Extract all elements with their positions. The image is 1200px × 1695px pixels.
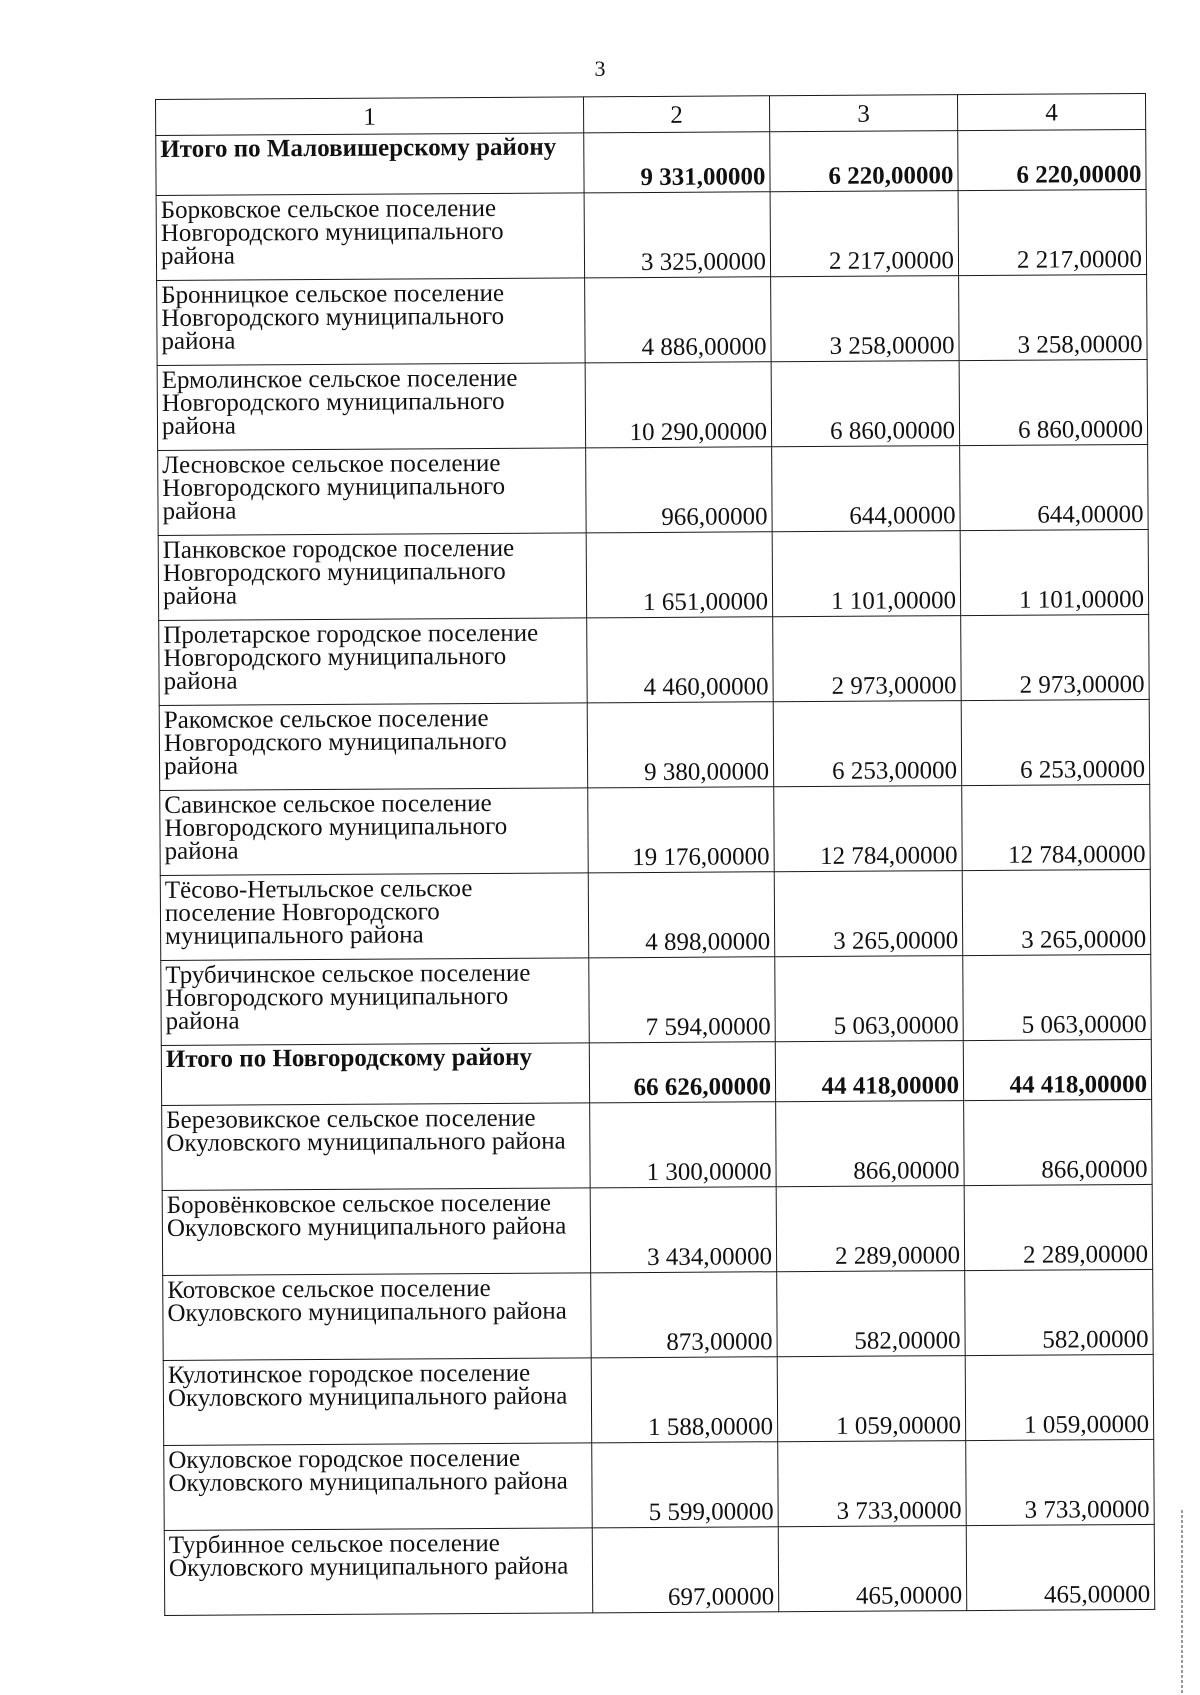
value-cell-col4: 3 265,00000 bbox=[962, 869, 1151, 955]
value-cell-col2: 7 594,00000 bbox=[589, 957, 776, 1043]
column-header: 2 bbox=[583, 96, 769, 133]
table-row bbox=[161, 954, 1152, 1045]
value-cell-col3: 12 784,00000 bbox=[774, 786, 963, 872]
value-cell-col2: 4 898,00000 bbox=[588, 872, 775, 958]
value-cell-col4: 3 733,00000 bbox=[966, 1439, 1155, 1525]
settlement-name-cell: Турбинное сельское поселение Окуловского муниципального района bbox=[164, 1528, 593, 1616]
value-cell-col2: 9 331,00000 bbox=[584, 132, 770, 193]
settlement-name-cell: Березовикское сельское поселение Окуловского муниципального района bbox=[162, 1103, 591, 1191]
value-cell-col4: 3 258,00000 bbox=[959, 274, 1148, 360]
value-cell-col4: 5 063,00000 bbox=[963, 954, 1152, 1040]
column-header: 1 bbox=[156, 97, 584, 136]
value-cell-col3: 644,00000 bbox=[772, 446, 961, 532]
value-cell-col4: 644,00000 bbox=[960, 444, 1149, 530]
value-cell-col4: 465,00000 bbox=[966, 1524, 1155, 1610]
table-row bbox=[158, 444, 1149, 535]
value-cell-col4: 582,00000 bbox=[965, 1269, 1154, 1355]
table-row bbox=[160, 784, 1151, 875]
value-cell-col3: 2 973,00000 bbox=[773, 616, 962, 702]
allocation-table-wrapper bbox=[155, 93, 1154, 1616]
column-number-row bbox=[156, 93, 1146, 135]
settlement-name-cell: Савинское сельское поселение Новгородского муниципального района bbox=[160, 788, 589, 876]
table-row bbox=[159, 614, 1150, 705]
district-total-row bbox=[161, 1039, 1151, 1105]
settlement-name-cell: Окуловское городское поселение Окуловского муниципального района bbox=[164, 1443, 593, 1531]
value-cell-col4: 1 101,00000 bbox=[960, 529, 1149, 615]
value-cell-col4: 44 418,00000 bbox=[963, 1039, 1151, 1100]
table-row bbox=[162, 1099, 1153, 1190]
value-cell-col3: 44 418,00000 bbox=[775, 1041, 963, 1102]
value-cell-col2: 4 460,00000 bbox=[587, 617, 774, 703]
allocation-table bbox=[155, 93, 1155, 1616]
page-number: 3 bbox=[594, 56, 606, 81]
value-cell-col4: 2 289,00000 bbox=[964, 1184, 1153, 1270]
settlement-name-cell: Панковское городское поселение Новгородского муниципального района bbox=[158, 533, 587, 621]
value-cell-col3: 1 059,00000 bbox=[777, 1356, 966, 1442]
value-cell-col3: 3 265,00000 bbox=[774, 871, 963, 957]
table-row bbox=[163, 1269, 1154, 1360]
value-cell-col2: 66 626,00000 bbox=[589, 1042, 775, 1103]
table-row bbox=[159, 699, 1150, 790]
settlement-name-cell: Ермолинское сельское поселение Новгородского муниципального района bbox=[157, 363, 586, 451]
value-cell-col2: 9 380,00000 bbox=[587, 702, 774, 788]
value-cell-col3: 3 258,00000 bbox=[771, 276, 960, 362]
settlement-name-cell: Итого по Маловишерскому району bbox=[156, 133, 584, 196]
scan-edge-mark bbox=[1181, 1510, 1183, 1695]
value-cell-col4: 6 220,00000 bbox=[958, 129, 1146, 190]
settlement-name-cell: Бронницкое сельское поселение Новгородского муниципального района bbox=[157, 278, 586, 366]
value-cell-col2: 3 325,00000 bbox=[584, 192, 771, 278]
district-total-row bbox=[156, 129, 1146, 195]
value-cell-col3: 6 860,00000 bbox=[771, 361, 960, 447]
value-cell-col2: 873,00000 bbox=[591, 1272, 778, 1358]
value-cell-col2: 4 886,00000 bbox=[585, 277, 772, 363]
value-cell-col4: 6 253,00000 bbox=[961, 699, 1150, 785]
value-cell-col3: 2 217,00000 bbox=[770, 191, 959, 277]
value-cell-col2: 3 434,00000 bbox=[590, 1187, 777, 1273]
table-body bbox=[156, 129, 1155, 1615]
table-row bbox=[163, 1354, 1154, 1445]
value-cell-col3: 465,00000 bbox=[778, 1526, 967, 1612]
value-cell-col4: 866,00000 bbox=[964, 1099, 1153, 1185]
value-cell-col2: 697,00000 bbox=[592, 1527, 779, 1613]
table-row bbox=[164, 1439, 1155, 1530]
value-cell-col2: 1 651,00000 bbox=[586, 532, 773, 618]
value-cell-col3: 1 101,00000 bbox=[772, 531, 961, 617]
value-cell-col4: 1 059,00000 bbox=[965, 1354, 1154, 1440]
value-cell-col4: 12 784,00000 bbox=[962, 784, 1151, 870]
settlement-name-cell: Трубичинское сельское поселение Новгородского муниципального района bbox=[161, 958, 590, 1046]
column-header: 3 bbox=[769, 95, 957, 132]
value-cell-col2: 966,00000 bbox=[586, 447, 773, 533]
value-cell-col2: 1 588,00000 bbox=[591, 1357, 778, 1443]
settlement-name-cell: Ракомское сельское поселение Новгородского муниципального района bbox=[159, 703, 588, 791]
settlement-name-cell: Тёсово-Нетыльское сельское поселение Новгородского муниципального района bbox=[160, 873, 589, 961]
value-cell-col2: 19 176,00000 bbox=[588, 787, 775, 873]
settlement-name-cell: Борковское сельское поселение Новгородского муниципального района bbox=[156, 193, 585, 281]
settlement-name-cell: Боровёнковское сельское поселение Окуловского муниципального района bbox=[162, 1188, 591, 1276]
value-cell-col3: 866,00000 bbox=[776, 1101, 965, 1187]
settlement-name-cell: Пролетарское городское поселение Новгородского муниципального района bbox=[159, 618, 588, 706]
value-cell-col3: 2 289,00000 bbox=[776, 1186, 965, 1272]
table-row bbox=[157, 359, 1148, 450]
value-cell-col3: 6 253,00000 bbox=[773, 701, 962, 787]
table-row bbox=[158, 529, 1149, 620]
column-header: 4 bbox=[957, 93, 1145, 130]
value-cell-col4: 6 860,00000 bbox=[959, 359, 1148, 445]
table-row bbox=[156, 189, 1147, 280]
value-cell-col4: 2 217,00000 bbox=[958, 189, 1147, 275]
value-cell-col2: 10 290,00000 bbox=[585, 362, 772, 448]
settlement-name-cell: Лесновское сельское поселение Новгородского муниципального района bbox=[158, 448, 587, 536]
value-cell-col4: 2 973,00000 bbox=[961, 614, 1150, 700]
settlement-name-cell: Итого по Новгородскому району bbox=[161, 1043, 589, 1106]
value-cell-col3: 582,00000 bbox=[777, 1271, 966, 1357]
value-cell-col3: 3 733,00000 bbox=[778, 1441, 967, 1527]
value-cell-col2: 1 300,00000 bbox=[590, 1102, 777, 1188]
table-row bbox=[162, 1184, 1153, 1275]
value-cell-col3: 6 220,00000 bbox=[770, 131, 958, 192]
settlement-name-cell: Кулотинское городское поселение Окуловского муниципального района bbox=[163, 1358, 592, 1446]
table-row bbox=[157, 274, 1148, 365]
settlement-name-cell: Котовское сельское поселение Окуловского муниципального района bbox=[163, 1273, 592, 1361]
table-row bbox=[160, 869, 1151, 960]
value-cell-col3: 5 063,00000 bbox=[775, 956, 964, 1042]
value-cell-col2: 5 599,00000 bbox=[592, 1442, 779, 1528]
table-row bbox=[164, 1524, 1155, 1615]
